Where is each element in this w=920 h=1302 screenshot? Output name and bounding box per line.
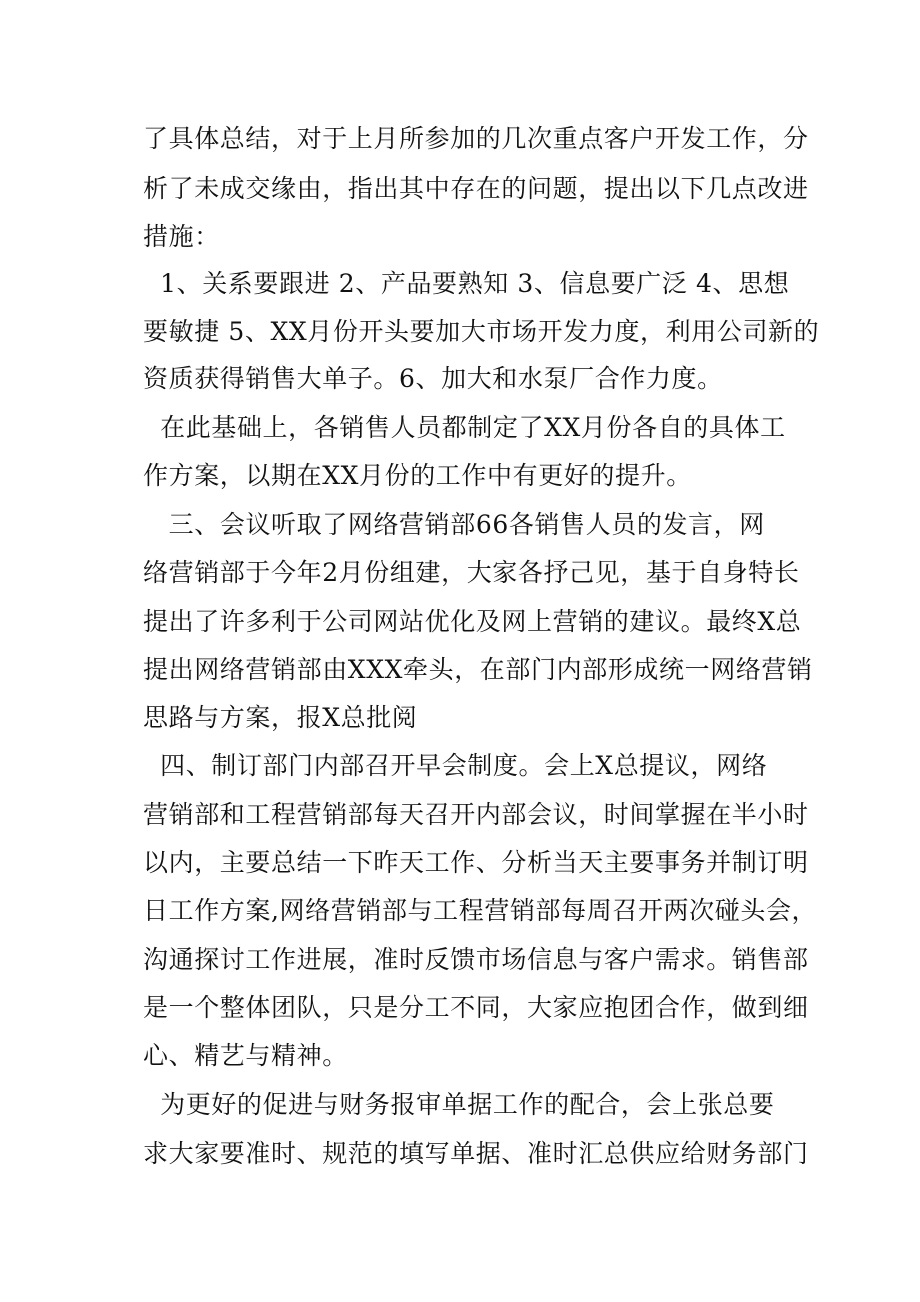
text-line: 营销部和工程营销部每天召开内部会议，时间掌握在半小时 (143, 800, 809, 829)
text-line: 措施： (143, 222, 220, 251)
text-line: 1、关系要跟进 2、产品要熟知 3、信息要广泛 4、思想 (143, 269, 790, 298)
text-line: 心、精艺与精神。 (143, 1041, 348, 1070)
text-line: 在此基础上，各销售人员都制定了XX月份各自的具体工 (143, 413, 786, 442)
text-line: 了具体总结，对于上月所参加的几次重点客户开发工作，分 (143, 124, 809, 153)
text-line: 四、制订部门内部召开早会制度。会上X总提议，网络 (143, 751, 768, 780)
text-line: 提出了许多利于公司网站优化及网上营销的建议。最终X总 (143, 607, 802, 636)
text-line: 思路与方案，报X总批阅 (143, 703, 418, 732)
text-line: 沟通探讨工作进展，准时反馈市场信息与客户需求。销售部 (143, 945, 809, 974)
text-line: 三、会议听取了网络营销部66各销售人员的发言，网 (143, 510, 765, 539)
text-line: 析了未成交缘由，指出其中存在的问题，提出以下几点改进 (143, 174, 809, 203)
text-line: 以内，主要总结一下昨天工作、分析当天主要事务并制订明 (143, 848, 809, 877)
text-line: 为更好的促进与财务报审单据工作的配合，会上张总要 (143, 1090, 775, 1119)
text-line: 作方案，以期在XX月份的工作中有更好的提升。 (143, 461, 692, 490)
text-line: 求大家要准时、规范的填写单据、准时汇总供应给财务部门 (143, 1139, 809, 1168)
text-line: 是一个整体团队，只是分工不同，大家应抱团合作，做到细 (143, 993, 809, 1022)
text-line: 提出网络营销部由XXX牵头，在部门内部形成统一网络营销 (143, 655, 813, 684)
text-line: 要敏捷 5、XX月份开头要加大市场开发力度，利用公司新的 (143, 317, 820, 346)
text-line: 络营销部于今年2月份组建，大家各抒己见，基于自身特长 (143, 558, 800, 587)
text-line: 日工作方案,网络营销部与工程营销部每周召开两次碰头会， (143, 896, 818, 925)
text-line: 资质获得销售大单子。6、加大和水泵厂合作力度。 (143, 364, 723, 393)
